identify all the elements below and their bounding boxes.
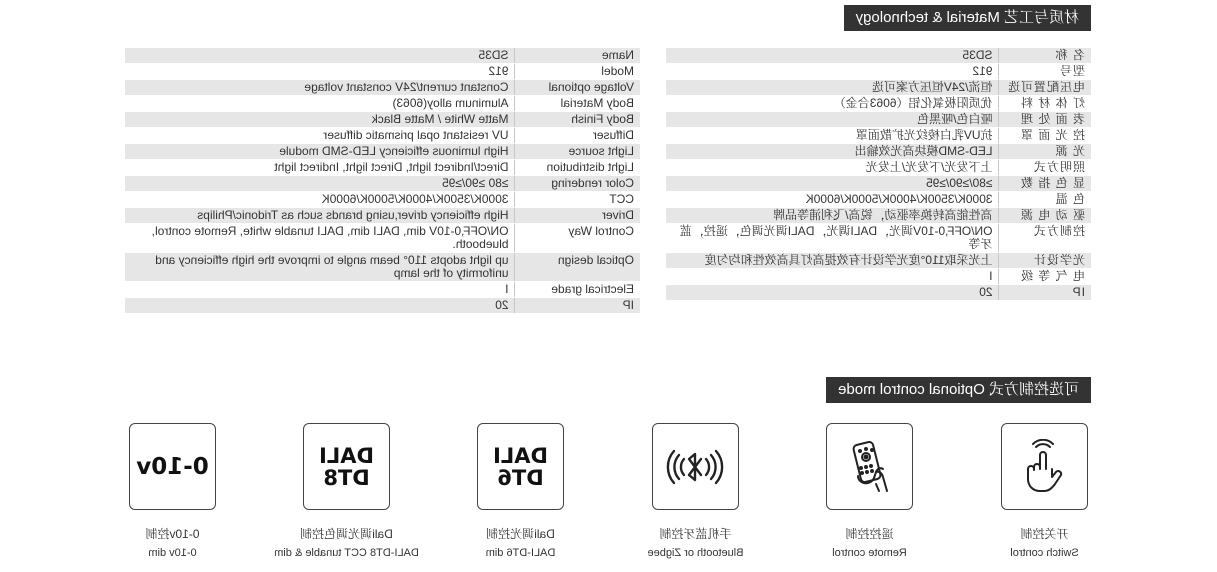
table-row (666, 96, 1091, 112)
spec-value: ON/OFF,0-10V dim, DALI dim, DALI tunable white, Remote control, bluebooth. (125, 224, 515, 253)
spec-value: Matte White / Matte Black (125, 112, 515, 128)
spec-label: 光 源 (999, 144, 1091, 160)
control-mode-en-label: 0-10v dim (148, 547, 197, 559)
table-row (666, 192, 1091, 208)
dali-dt8-box-text: DALI DT8 (319, 443, 374, 490)
spec-label: 照明方式 (999, 160, 1091, 176)
table-row (666, 48, 1091, 64)
control-mode-cn-label: 遥控控制 (845, 527, 894, 541)
spec-value: UV resistant opal prismatic diffuser (125, 128, 515, 144)
table-row (666, 176, 1091, 192)
spec-value: Direct/Indirect light, Direct light, Indirect light (125, 160, 515, 176)
table-row (125, 208, 640, 224)
spec-value: High efficiency driver,using brands such as Tridonic/Philips (125, 208, 515, 224)
table-row (666, 208, 1091, 224)
spec-value: 优质阳极氧化铝（6063合金） (666, 96, 999, 112)
spec-label: Electrical grade (515, 282, 640, 298)
zero-ten-volt-box-text: 0-10v (136, 453, 209, 480)
spec-label: 型号 (999, 64, 1091, 80)
spec-value: Constant current/24V constant voltage (125, 80, 515, 96)
spec-label: 驱 动 电 源 (999, 208, 1091, 224)
control-section-title: 可选控制方式 Optional control mode (826, 377, 1091, 403)
spec-value: 高性能高转换率驱动，锐高/飞利浦等品牌 (666, 208, 999, 224)
control-mode-en-label: Switch control (1010, 547, 1079, 559)
spec-value: I (125, 282, 515, 298)
table-row (125, 112, 640, 128)
table-row (125, 282, 640, 298)
spec-label: IP (515, 298, 640, 314)
table-row (125, 298, 640, 314)
table-row (125, 96, 640, 112)
table-row (666, 112, 1091, 128)
spec-value: 20 (125, 298, 515, 314)
spec-value: 20 (666, 285, 999, 301)
dali-dt6-box-text: DALI DT6 (493, 443, 548, 490)
table-row (125, 48, 640, 64)
spec-label: Driver (515, 208, 640, 224)
spec-value: 上下发光/下发光/上发光 (666, 160, 999, 176)
spec-label: 电 气 等 级 (999, 269, 1091, 285)
table-row (125, 160, 640, 176)
remote-control-icon (842, 439, 898, 495)
control-mode-cn-label: 开关控制 (1020, 527, 1069, 541)
spec-label: Optical design (515, 253, 640, 282)
table-row (125, 144, 640, 160)
control-mode-box (652, 423, 739, 510)
table-row (125, 192, 640, 208)
spec-label: Body Finish (515, 112, 640, 128)
table-row (666, 144, 1091, 160)
spec-label: Voltage optional (515, 80, 640, 96)
control-mode-dali-dt6 (477, 423, 564, 559)
table-row (125, 80, 640, 96)
control-mode-cn-label: Dali调光控制 (486, 527, 555, 541)
control-mode-box (129, 423, 216, 510)
spec-label: Color rendering (515, 176, 640, 192)
table-row (125, 253, 640, 282)
control-mode-box (826, 423, 913, 510)
control-mode-remote (826, 423, 913, 559)
table-row (125, 176, 640, 192)
control-mode-box (1001, 423, 1088, 510)
spec-label: 电压配置可选 (999, 80, 1091, 96)
control-mode-0-10v (129, 423, 216, 559)
spec-value: 3000K/3500K/4000K/5000K/6000K (125, 192, 515, 208)
spec-value: Aluminum alloy(6063) (125, 96, 515, 112)
spec-value: 3000K/3500K/4000K/5000K/6000K (666, 192, 999, 208)
spec-value: High luminous efficiency LED-SMD module (125, 144, 515, 160)
table-row (666, 269, 1091, 285)
spec-label: Control Way (515, 224, 640, 253)
control-mode-box (303, 423, 390, 510)
spec-value: 上光采取110°度光学设计有效提高灯具高效性和均匀度 (666, 253, 999, 269)
spec-value: ≥80/≥90/≥95 (666, 176, 999, 192)
table-row (125, 128, 640, 144)
table-row (666, 160, 1091, 176)
control-mode-en-label: Bluetooth or Zigbee (647, 547, 744, 559)
spec-label: 控制方式 (999, 224, 1091, 253)
spec-label: Diffuser (515, 128, 640, 144)
spec-label: 色 温 (999, 192, 1091, 208)
control-mode-cn-label: 0-10v控制 (145, 527, 200, 541)
control-mode-dali-dt8 (274, 423, 419, 559)
table-row (666, 224, 1091, 253)
spec-value: SD35 (666, 48, 999, 64)
table-row (125, 64, 640, 80)
spec-value: 哑白色/哑黑色 (666, 112, 999, 128)
control-mode-box (477, 423, 564, 510)
spec-table-english (125, 48, 640, 314)
spec-label: CCT (515, 192, 640, 208)
bluetooth-icon (666, 447, 726, 487)
spec-value: 912 (666, 64, 999, 80)
table-row (125, 224, 640, 253)
spec-value: ON/OFF,0-10V调光，DALI调光，DALI调光调色，遥控，蓝牙等 (666, 224, 999, 253)
table-row (666, 128, 1091, 144)
spec-label: IP (999, 285, 1091, 301)
spec-label: 名 称 (999, 48, 1091, 64)
control-mode-en-label: Remote control (832, 547, 907, 559)
spec-label: Model (515, 64, 640, 80)
spec-label: 灯 体 材 料 (999, 96, 1091, 112)
spec-label: Body Material (515, 96, 640, 112)
table-row (666, 253, 1091, 269)
spec-value: 恒流/24V恒压方案可选 (666, 80, 999, 96)
control-mode-en-label: DALI-DT8 CCT tunable & dim (274, 547, 419, 559)
table-row (666, 80, 1091, 96)
spec-label: 显 色 指 数 (999, 176, 1091, 192)
spec-value: ≥80 ≥90/≥95 (125, 176, 515, 192)
table-row (666, 64, 1091, 80)
spec-label: 光学设计 (999, 253, 1091, 269)
control-mode-cn-label: 手机蓝牙控制 (659, 527, 732, 541)
spec-value: up light adopts 110° beam angle to improve the high efficiency and uniformity of the lamp (125, 253, 515, 282)
control-mode-switch (1001, 423, 1088, 559)
spec-value: I (666, 269, 999, 285)
material-section-title: 材质与工艺 Material & technology (844, 5, 1091, 31)
control-mode-cn-label: Dali调光调色控制 (300, 527, 393, 541)
control-mode-en-label: DALI-DT6 dim (485, 547, 556, 559)
spec-value: 912 (125, 64, 515, 80)
spec-label: Light distribution (515, 160, 640, 176)
spec-table-chinese (666, 48, 1091, 301)
hand-pointer-icon (1017, 439, 1073, 495)
table-row (666, 285, 1091, 301)
spec-label: 控 光 面 罩 (999, 128, 1091, 144)
spec-value: 抗UV乳白棱纹光扩散面罩 (666, 128, 999, 144)
spec-label: Light source (515, 144, 640, 160)
spec-label: 表 面 处 理 (999, 112, 1091, 128)
spec-label: Name (515, 48, 640, 64)
control-mode-bluetooth (647, 423, 744, 559)
spec-value: SD35 (125, 48, 515, 64)
spec-value: LED-SMD模块高光效输出 (666, 144, 999, 160)
